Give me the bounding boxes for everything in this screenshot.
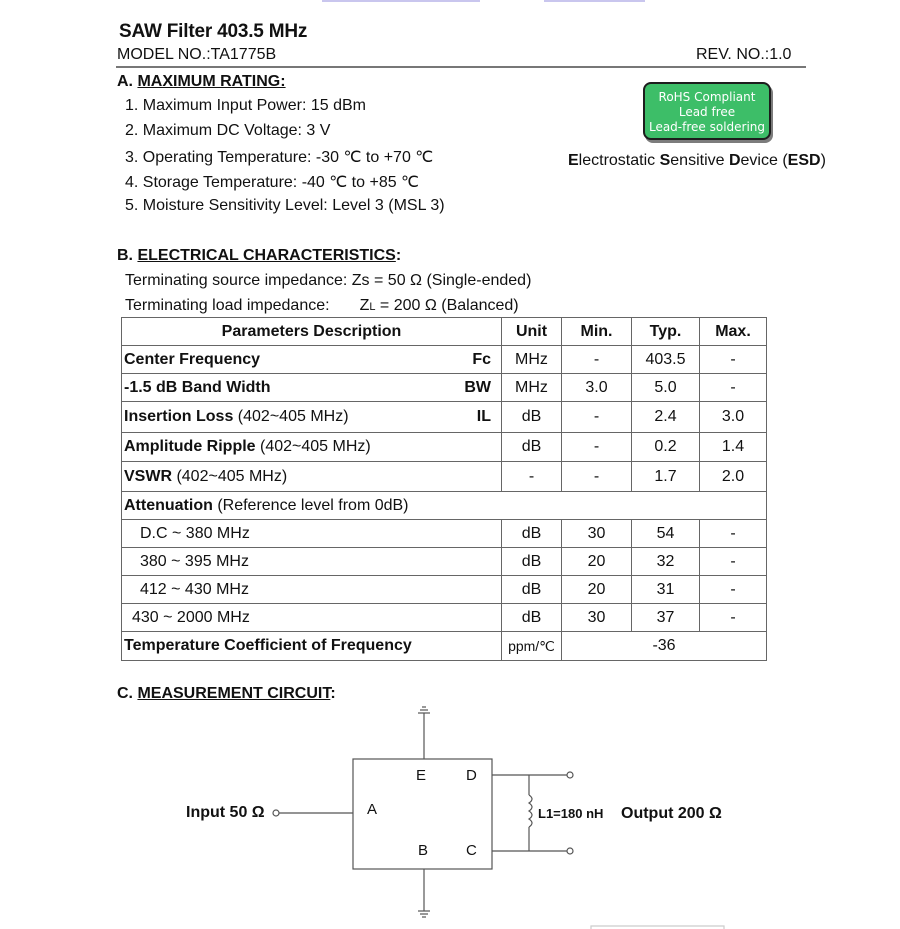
- unit-cell: dB: [502, 402, 562, 433]
- typ-cell: 5.0: [632, 374, 700, 402]
- esd-part: ESD: [787, 152, 821, 169]
- col-header-min: Min.: [562, 318, 632, 346]
- param-cond: (402~405 MHz): [255, 438, 371, 455]
- max-cell: -: [700, 346, 767, 374]
- pin-c-label: C: [466, 842, 477, 859]
- max-cell: 2.0: [700, 462, 767, 492]
- col-header-max: Max.: [700, 318, 767, 346]
- min-cell: 3.0: [562, 374, 632, 402]
- esd-part: S: [659, 152, 671, 169]
- max-cell: -: [700, 604, 767, 632]
- range-cell: 380 ~ 395 MHz: [122, 548, 502, 576]
- rating-item: 2. Maximum DC Voltage: 3 V: [125, 122, 331, 139]
- col-header-description: Parameters Description: [122, 318, 502, 346]
- load-impedance-sub: L: [369, 301, 376, 313]
- load-impedance-z: Z: [359, 297, 370, 314]
- min-cell: -: [562, 433, 632, 462]
- max-cell: -: [700, 576, 767, 604]
- rohs-line: RoHS Compliant: [658, 90, 756, 104]
- typ-cell: 403.5: [632, 346, 700, 374]
- min-cell: 30: [562, 520, 632, 548]
- param-symbol: Fc: [472, 350, 491, 368]
- unit-cell: MHz: [502, 346, 562, 374]
- rating-item: 3. Operating Temperature: -30 ℃ to +70 ℃: [125, 149, 434, 166]
- min-cell: -: [562, 462, 632, 492]
- typ-cell: 2.4: [632, 402, 700, 433]
- esd-part: lectrostatic: [578, 152, 660, 169]
- typ-cell: 32: [632, 548, 700, 576]
- source-impedance: Terminating source impedance: Zs = 50 Ω (Single-ended): [125, 272, 532, 289]
- tcf-value-cell: -36: [562, 632, 767, 661]
- load-impedance-label: Terminating load impedance:: [125, 297, 330, 314]
- unit-cell: -: [502, 462, 562, 492]
- typ-cell: 0.2: [632, 433, 700, 462]
- esd-part: ): [820, 152, 826, 169]
- max-cell: -: [700, 374, 767, 402]
- rating-item: 4. Storage Temperature: -40 ℃ to +85 ℃: [125, 174, 420, 191]
- unit-cell: dB: [502, 604, 562, 632]
- section-a-prefix: A.: [117, 73, 138, 90]
- section-a-title: MAXIMUM RATING:: [137, 73, 286, 90]
- param-cond: (402~405 MHz): [233, 408, 349, 425]
- min-cell: 30: [562, 604, 632, 632]
- attenuation-cond: (Reference level from 0dB): [212, 496, 409, 514]
- model-number: MODEL NO.:TA1775B: [117, 46, 277, 63]
- param-cond: (402~405 MHz): [172, 467, 288, 485]
- typ-cell: 37: [632, 604, 700, 632]
- min-cell: -: [562, 346, 632, 374]
- unit-cell: dB: [502, 548, 562, 576]
- param-symbol: IL: [476, 408, 491, 425]
- param-name: Amplitude Ripple: [124, 438, 256, 455]
- min-cell: 20: [562, 548, 632, 576]
- rohs-line: Lead free: [678, 105, 736, 119]
- max-cell: 3.0: [700, 402, 767, 433]
- rating-item: 1. Maximum Input Power: 15 dBm: [125, 97, 366, 114]
- param-name: Insertion Loss: [124, 408, 234, 425]
- section-c-suffix: :: [330, 685, 336, 702]
- inductor-label: L1=180 nH: [538, 806, 604, 821]
- output-terminal-c: [567, 848, 573, 854]
- typ-cell: 1.7: [632, 462, 700, 492]
- pin-a-label: A: [367, 801, 378, 818]
- col-header-typ: Typ.: [632, 318, 700, 346]
- output-terminal-d: [567, 772, 573, 778]
- unit-cell: MHz: [502, 374, 562, 402]
- pin-e-label: E: [416, 767, 427, 784]
- min-cell: 20: [562, 576, 632, 604]
- param-name: -1.5 dB Band Width: [124, 378, 271, 396]
- param-name: Center Frequency: [124, 350, 261, 368]
- range-cell: 412 ~ 430 MHz: [122, 576, 502, 604]
- esd-part: ensitive: [670, 152, 729, 169]
- input-terminal: [273, 810, 279, 816]
- col-header-unit: Unit: [502, 318, 562, 346]
- unit-cell: dB: [502, 433, 562, 462]
- max-cell: -: [700, 520, 767, 548]
- esd-part: E: [568, 152, 579, 169]
- esd-part: D: [728, 152, 741, 169]
- input-label: Input 50 Ω: [186, 804, 265, 821]
- section-b-prefix: B.: [117, 247, 138, 264]
- inductor-coil: [529, 795, 532, 827]
- esd-part: evice (: [740, 152, 788, 169]
- load-impedance-value: = 200 Ω (Balanced): [375, 297, 519, 314]
- min-cell: -: [562, 402, 632, 433]
- section-b-suffix: :: [395, 247, 402, 264]
- output-label: Output 200 Ω: [621, 805, 722, 822]
- rohs-line: Lead-free soldering: [648, 120, 766, 134]
- typ-cell: 54: [632, 520, 700, 548]
- pin-d-label: D: [466, 767, 477, 784]
- max-cell: -: [700, 548, 767, 576]
- pin-b-label: B: [418, 842, 429, 859]
- param-symbol: BW: [464, 378, 491, 396]
- attenuation-title: Attenuation: [124, 496, 213, 514]
- revision-number: REV. NO.:1.0: [696, 46, 792, 63]
- tcf-name: Temperature Coefficient of Frequency: [124, 637, 412, 654]
- unit-cell: dB: [502, 576, 562, 604]
- typ-cell: 31: [632, 576, 700, 604]
- range-cell: 430 ~ 2000 MHz: [122, 604, 502, 632]
- tcf-unit-cell: ppm/℃: [502, 632, 562, 661]
- param-name: VSWR: [124, 467, 172, 485]
- section-b-title: ELECTRICAL CHARACTERISTICS: [137, 247, 396, 264]
- unit-cell: dB: [502, 520, 562, 548]
- rating-item: 5. Moisture Sensitivity Level: Level 3 (MSL 3): [125, 197, 445, 214]
- range-cell: D.C ~ 380 MHz: [122, 520, 502, 548]
- section-c-prefix: C.: [117, 685, 138, 702]
- section-c-title: MEASUREMENT CIRCUIT: [137, 685, 331, 702]
- document-title: SAW Filter 403.5 MHz: [119, 21, 308, 42]
- max-cell: 1.4: [700, 433, 767, 462]
